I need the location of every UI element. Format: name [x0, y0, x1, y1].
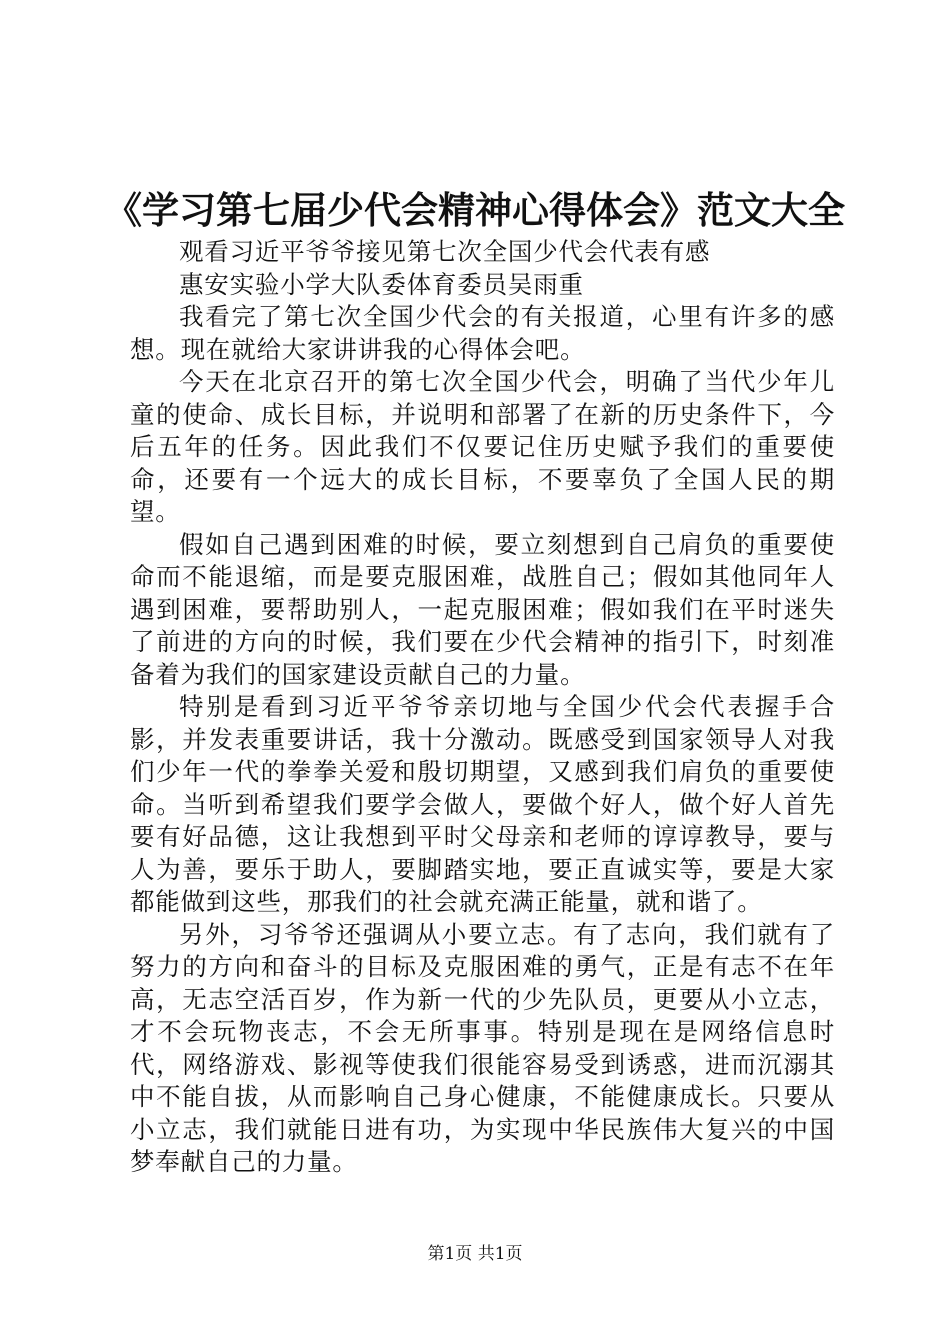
document-body — [130, 236, 835, 1179]
page-number-footer: 第1页 共1页 — [427, 1244, 523, 1264]
author-paragraph: 惠安实验小学大队委体育委员吴雨重 — [179, 269, 584, 299]
body-paragraph: 假如自己遇到困难的时候，要立刻想到自己肩负的重要使命而不能退缩，而是要克服困难，战胜自己；假如其他同年人遇到困难，要帮助别人，一起克服困难；假如我们在平时迷失了前进的方向的时候，我们要在少代会精神的指引下，时刻准备着为我们的国家建设贡献自己的力量。 — [130, 529, 835, 689]
body-paragraph: 特别是看到习近平爷爷亲切地与全国少代会代表握手合影，并发表重要讲话，我十分激动。既感受到国家领导人对我们少年一代的拳拳关爱和殷切期望，又感到我们肩负的重要使命。当听到希望我们要学会做人，要做个好人，做个好人首先要有好品德，这让我想到平时父母亲和老师的谆谆教导，要与人为善，要乐于助人，要脚踏实地，要正直诚实等，要是大家都能做到这些，那我们的社会就充满正能量，就和谐了。 — [130, 692, 835, 916]
subtitle-paragraph: 观看习近平爷爷接见第七次全国少代会代表有感 — [179, 237, 711, 266]
body-paragraph: 另外，习爷爷还强调从小要立志。有了志向，我们就有了努力的方向和奋斗的目标及克服困难的勇气，正是有志不在年高，无志空活百岁，作为新一代的少先队员，更要从小立志，才不会玩物丧志，不会无所事事。特别是现在是网络信息时代，网络游戏、影视等使我们很能容易受到诱惑，进而沉溺其中不能自拔，从而影响自己身心健康，不能健康成长。只要从小立志，我们就能日进有功，为实现中华民族伟大复兴的中国梦奉献自己的力量。 — [130, 919, 835, 1176]
body-paragraph: 今天在北京召开的第七次全国少代会，明确了当代少年儿童的使命、成长目标，并说明和部署了在新的历史条件下，今后五年的任务。因此我们不仅要记住历史赋予我们的重要使命，还要有一个远大的成长目标，不要辜负了全国人民的期望。 — [130, 367, 835, 526]
body-paragraph: 我看完了第七次全国少代会的有关报道，心里有许多的感想。现在就给大家讲讲我的心得体会吧。 — [130, 302, 835, 364]
document-title: 《学习第七届少代会精神心得体会》范文大全 — [105, 188, 845, 232]
